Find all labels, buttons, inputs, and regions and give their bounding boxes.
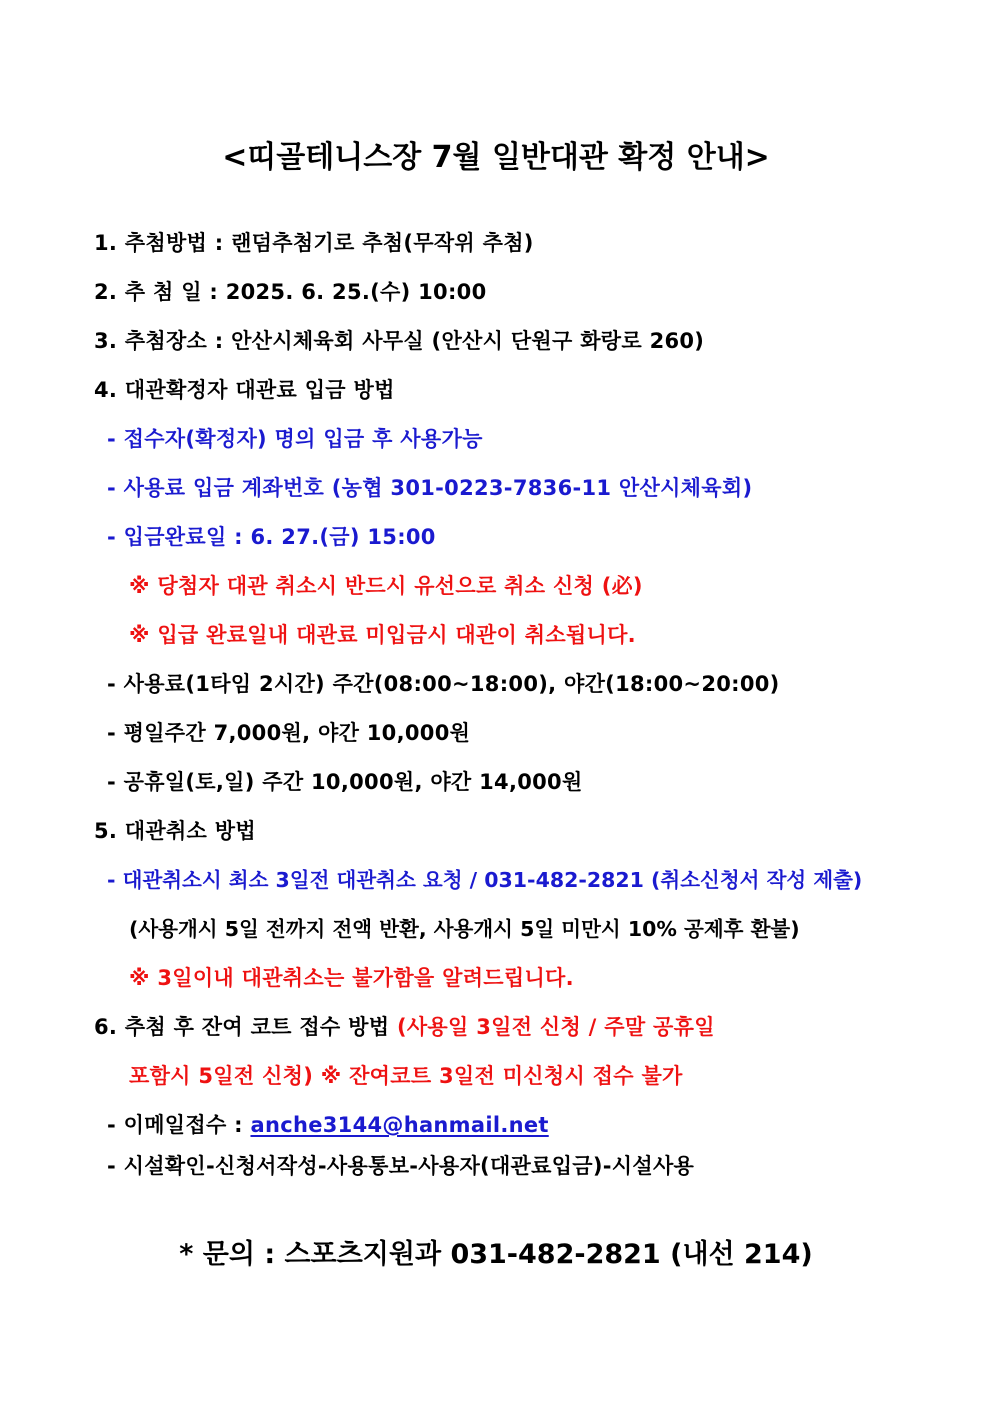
contact-footer: * 문의 : 스포츠지원과 031-482-2821 (내선 214)	[179, 1239, 813, 1270]
cancel-note: ※ 3일이내 대관취소는 불가함을 알려드립니다.	[129, 966, 574, 990]
fee-item-holiday: - 공휴일(토,일) 주간 10,000원, 야간 14,000원	[107, 770, 583, 794]
payment-note-cancel-by-phone: ※ 당첨자 대관 취소시 반드시 유선으로 취소 신청 (必)	[129, 574, 643, 598]
email-link[interactable]: anche3144@hanmail.net	[250, 1113, 549, 1137]
section-draw-method: 1. 추첨방법 : 랜덤추첨기로 추첨(무작위 추첨)	[94, 231, 534, 255]
section-draw-date: 2. 추 첨 일 : 2025. 6. 25.(수) 10:00	[94, 280, 487, 304]
section-payment-heading: 4. 대관확정자 대관료 입금 방법	[94, 378, 395, 402]
section-remaining-heading	[94, 1012, 715, 1042]
cancel-item-request: - 대관취소시 최소 3일전 대관취소 요청 / 031-482-2821 (취소신청서 작성 제출)	[107, 868, 863, 892]
fee-item-weekday: - 평일주간 7,000원, 야간 10,000원	[107, 721, 471, 745]
payment-item-bank-account: - 사용료 입금 계좌번호 (농협 301-0223-7836-11 안산시체육회)	[107, 476, 753, 500]
cancel-refund-policy: (사용개시 5일 전까지 전액 반환, 사용개시 5일 미만시 10% 공제후 환불)	[129, 917, 800, 941]
remaining-condition-line: 포함시 5일전 신청) ※ 잔여코트 3일전 미신청시 접수 불가	[129, 1064, 683, 1088]
payment-note-unpaid-cancel: ※ 입급 완료일내 대관료 미입금시 대관이 취소됩니다.	[129, 623, 636, 647]
payment-item-deadline: - 입금완료일 : 6. 27.(금) 15:00	[107, 525, 436, 549]
page-title: <띠골테니스장 7월 일반대관 확정 안내>	[222, 140, 770, 175]
remaining-heading-text: 6. 추첨 후 잔여 코트 접수 방법	[94, 1015, 390, 1039]
fee-item-time-slots: - 사용료(1타임 2시간) 주간(08:00~18:00), 야간(18:00~20:00)	[107, 672, 780, 696]
section-draw-place: 3. 추첨장소 : 안산시체육회 사무실 (안산시 단원구 화랑로 260)	[94, 329, 705, 353]
payment-item-account-holder: - 접수자(확정자) 명의 입금 후 사용가능	[107, 427, 483, 451]
email-label: - 이메일접수 :	[107, 1113, 251, 1137]
remaining-heading-condition: (사용일 3일전 신청 / 주말 공휴일	[396, 1015, 715, 1039]
email-row	[107, 1110, 549, 1140]
section-cancel-heading: 5. 대관취소 방법	[94, 819, 256, 843]
process-steps: - 시설확인-신청서작성-사용통보-사용자(대관료입금)-시설사용	[107, 1154, 695, 1178]
